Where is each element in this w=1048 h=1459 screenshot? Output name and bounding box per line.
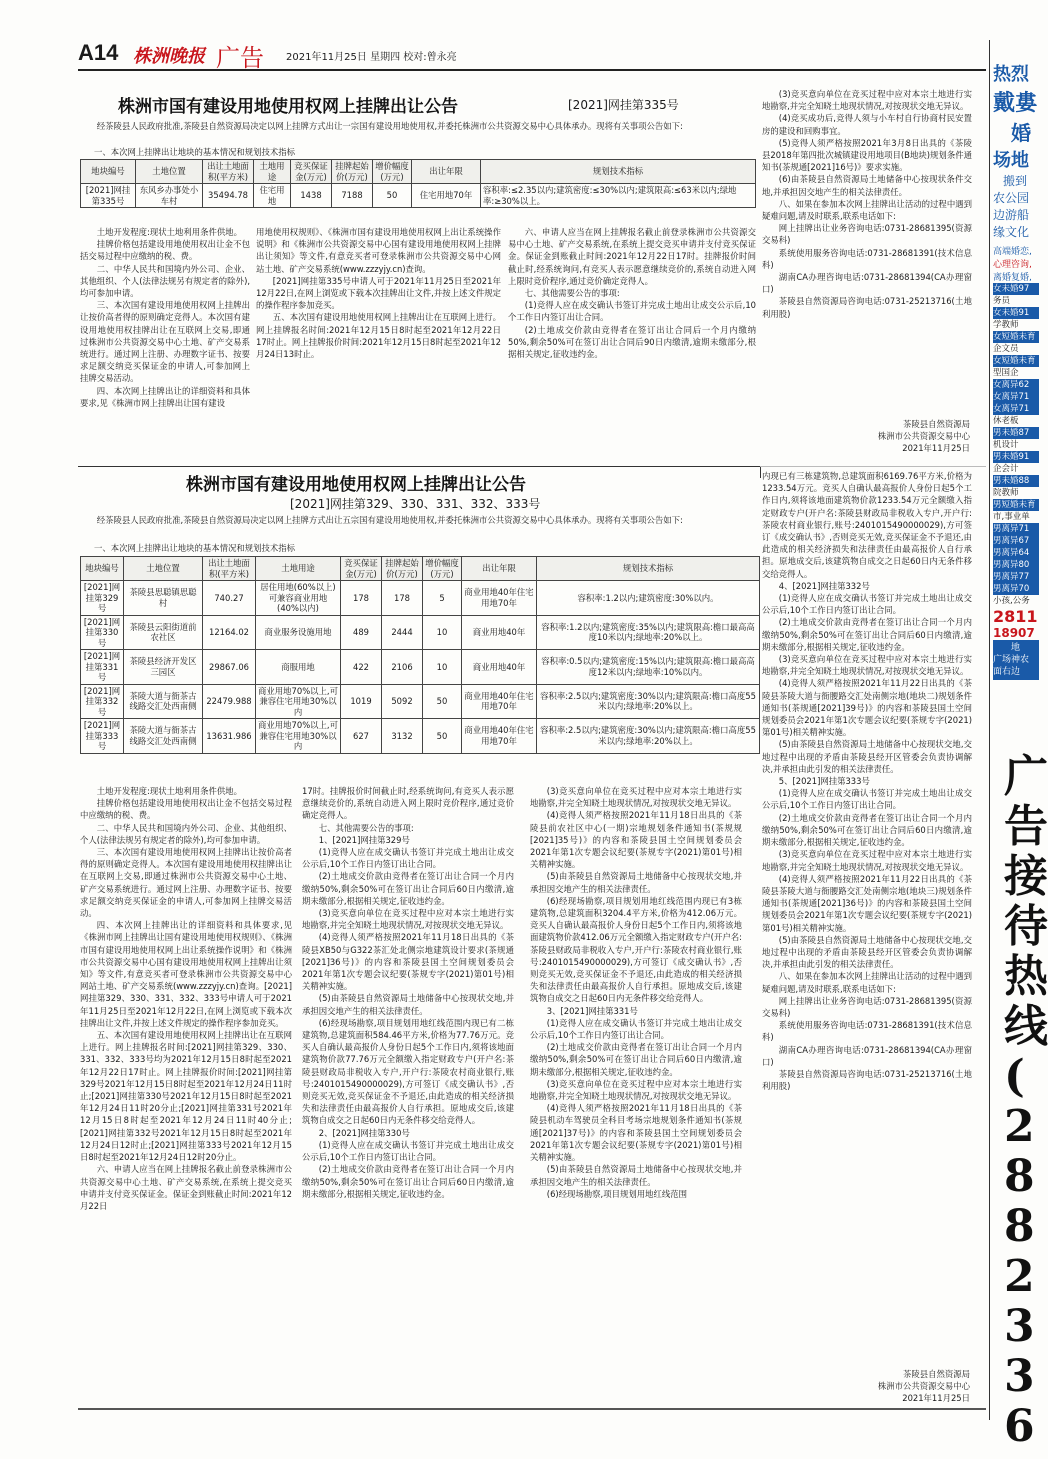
- table-cell: 2444: [382, 615, 423, 650]
- col-header: 出让年限: [412, 160, 481, 184]
- hotline-char: 告: [1004, 801, 1048, 852]
- section-name: 广告: [216, 44, 264, 72]
- notice1-col4: [762, 88, 972, 418]
- list-item: 男离异70: [993, 583, 1039, 595]
- table-cell: 商业用地40年: [462, 615, 537, 650]
- table-cell: 商业用地70%以上,可兼容住宅用地30%以内: [256, 684, 341, 719]
- table-cell: 12164.02: [203, 615, 256, 650]
- ad-phone: 2811: [993, 607, 1038, 626]
- table-cell: 10: [423, 615, 462, 650]
- paragraph: (5)由茶陵县自然资源局土地储备中心按现状交地,并承担因交地产生的相关法律责任。: [302, 993, 514, 1016]
- table-cell: 489: [341, 615, 382, 650]
- table-cell: 容积率:1.2以内;建筑密度:35%以内;建筑限高:檐口最高高度10米以内;绿地率:20%以上。: [537, 615, 760, 650]
- col-header: 规划技术指标: [537, 557, 760, 581]
- col-header: 土地位置: [136, 160, 203, 184]
- paragraph: (4)竞得人须严格按照2021年11月22日出具的《茶陵县茶陵大道与衙腰路交汇处南侧宗地(地块三)规划条件通知书(茶规通[2021]36号)》的内容和茶陵县国土空间规划委员会2021年第1次专题会议纪要(茶规专字(2021)第01号)相关精神实施。: [762, 873, 972, 933]
- paragraph: 七、其他需要公告的事项:: [524, 288, 620, 299]
- paragraph: 4、[2021]网挂第332号: [778, 580, 870, 591]
- paragraph: (4)竞得人须严格按照2021年11月18日出具的《茶陵县机动车驾驶员全科目考场宗地规划条件通知书(茶规通[2021]37号)》的内容和茶陵县国土空间规划委员会2021年第1次专题会议纪要(茶规专字(2021)第01号)相关精神实施。: [530, 1103, 742, 1163]
- table-cell: 3132: [382, 719, 423, 754]
- ad-address-line: 面右边: [993, 667, 1021, 677]
- list-item: 男未婚91: [993, 451, 1039, 463]
- list-item: 男离异71: [993, 523, 1039, 535]
- paragraph: 挂牌价格包括建设用地使用权出让金不包括交易过程中应缴纳的税、费。: [80, 239, 250, 262]
- notice2-col3: [530, 785, 742, 1403]
- table-cell: [2021]网挂第330号: [81, 615, 124, 650]
- ad-small: 心理咨询,: [993, 260, 1032, 270]
- hotline-char: 待: [1004, 901, 1048, 952]
- paragraph: 2、[2021]网挂第330号: [318, 1127, 410, 1138]
- list-item: 女未婚91: [993, 307, 1039, 319]
- sign-line: 株洲市公共资源交易中心: [877, 1381, 970, 1392]
- paragraph: (4)竞得人须严格按照2021年11月18日出具的《茶陵县前农社区中心(一期)宗地规划条件通知书(茶规规[2021]35号)》的内容和茶陵县国土空间规划委员会2021年第1次专题会议纪要(茶规专字(2021)第01号)相关精神实施。: [530, 810, 742, 870]
- table-cell: 178: [382, 581, 423, 616]
- hotline-char: 8: [1004, 1151, 1035, 1202]
- notice1-col2: [256, 226, 501, 466]
- sign-line: 2021年11月25日: [902, 443, 970, 454]
- paragraph: (4)竞得人须严格按照2021年11月18日出具的《茶陵县XB50与G322茶汇处北侧宗地建筑设计要求(茶规通[2021]36号)》的内容和茶陵县国土空间规划委员会2021年第1次专题会议纪要(茶规专字(2021)第01号)相关精神实施。: [302, 932, 514, 992]
- notice1-intro: 经茶陵县人民政府批准,茶陵县自然资源局决定以网上挂牌方式出让一宗国有建设用地使用权,并委托株洲市公共资源交易中心具体承办。现将有关事项公告如下:: [96, 121, 683, 131]
- page-header: [78, 38, 986, 72]
- table-cell: 2106: [382, 650, 423, 685]
- table-header-row: [81, 160, 756, 184]
- paragraph: 内现已有三栋建筑物,总建筑面积6169.76平方米,价格为1233.54万元。竞买人自确认最高报价人身份日起5个工作日内,须将该地面建筑物价款1233.54万元全额缴入指定财政专户(开户名:茶陵县财政局非税收入专户,开户行:茶陵农村商业银行,账号:2401015490000029),方可签订《成交确认书》,否则竞买无效,竞买保证金不予退还,由此造成的相关经济损失和法律责任由最高报价人自行承担。原地成交后,该建筑物自成交之日起60日内无条件移交给竞得人。: [762, 471, 972, 579]
- table-cell: 商业服务设施用地: [256, 615, 341, 650]
- paragraph: (3)竞买意向单位在竞买过程中应对本宗土地进行实地勘察,并完全知晓土地现状情况,对按现状交地无异议。: [762, 849, 972, 872]
- list-item: 学教师: [993, 320, 1019, 330]
- col-header: 出让土地面积(平方米): [203, 160, 254, 184]
- paragraph: (3)竞买意向单位在竞买过程中应对本宗土地进行实地勘察,并完全知晓土地现状情况,对按现状交地无异议。: [762, 89, 972, 112]
- col-header: 增价幅度(万元): [373, 160, 412, 184]
- notice2-col1: [80, 785, 292, 1403]
- paragraph: 茶陵县自然资源局咨询电话:0731-25213716(土地利用股): [762, 1068, 972, 1092]
- col-header: 增价幅度(万元): [423, 557, 462, 581]
- table-cell: 7188: [332, 184, 373, 208]
- paragraph: 三、本次国有建设用地使用权网上挂牌出让按价高者得的原则确定竞得人。本次国有建设用地使用权挂牌出让在互联网上交易,即通过株洲市公共资源交易中心土地、矿产交易系统进行。通过网上注册、办理数字证书、按要求足额交纳竞买保证金的申请人,可参加网上挂牌交易活动。: [80, 300, 250, 384]
- sign-line: 2021年11月25日: [902, 1393, 970, 1404]
- table-cell: 商业用地40年: [462, 650, 537, 685]
- ad-address-line: 地: [1011, 643, 1021, 653]
- ad-sub: 缘文化: [993, 225, 1030, 239]
- list-item: 男离异67: [993, 535, 1039, 547]
- ad-list: [993, 283, 1039, 607]
- paragraph: 土地开发程度:现状土地利用条件供地。: [96, 227, 242, 237]
- paragraph: 3、[2021]网挂第331号: [546, 1005, 638, 1016]
- table-cell: 住宅用地70年: [412, 184, 481, 208]
- notice1-table: [80, 159, 756, 208]
- table-cell: 商业用地40年住宅用地70年: [462, 684, 537, 719]
- paragraph: 八、如果在参加本次网上挂牌出让活动的过程中遇到疑难问题,请及时联系,联系电话如下:: [762, 198, 972, 222]
- table-cell: 50: [373, 184, 412, 208]
- table-cell: 22479.988: [203, 684, 256, 719]
- sidebar-hotline-ad: [1004, 751, 1048, 1452]
- list-item: 男短婚未育: [993, 499, 1039, 511]
- paragraph: (5)由茶陵县自然资源局土地储备中心按现状交地,交地过程中出现的矛盾由茶陵县经开区管委会负责协调解决,并承担由此引发的相关法律责任。: [762, 739, 972, 774]
- hotline-char: 2: [1004, 1101, 1035, 1152]
- sign-line: 株洲市公共资源交易中心: [877, 431, 970, 442]
- paragraph: 土地开发程度:现状土地利用条件供地。: [96, 786, 242, 796]
- ad-address: [993, 640, 1039, 680]
- paragraph: (5)由茶陵县自然资源局土地储备中心按现状交地,并承担因交地产生的相关法律责任。: [530, 871, 742, 894]
- list-item: 企文员: [993, 344, 1019, 354]
- paragraph: (5)竞得人须严格按照2021年3月8日出具的《茶陵县2018年第四批次城镇建设用地项目(B地块)规划条件通知书(茶规通[2021]16号)》要求实施。: [762, 137, 972, 173]
- ad-small: 高端婚恋,: [993, 247, 1032, 257]
- paragraph: (5)由茶陵县自然资源局土地储备中心按现状交地,并承担因交地产生的相关法律责任。: [530, 1164, 742, 1187]
- paragraph: 三、本次国有建设用地使用权网上挂牌出让按价高者得的原则确定竞得人。本次国有建设用地使用权挂牌出让在互联网上交易,即通过株洲市公共资源交易中心土地、矿产交易系统进行。通过网上注册、办理数字证书、按要求足额交纳竞买保证金的申请人,可参加网上挂牌交易活动。: [80, 847, 292, 919]
- paragraph: 六、申请人应当在网上挂牌报名截止前登录株洲市公共资源交易中心土地、矿产交易系统,在系统上提交竞买申请并支付竞买保证金。保证金到账截止时间:2021年12月22日: [80, 1164, 292, 1211]
- notice2-title: 株洲市国有建设用地使用权网上挂牌出让公告: [186, 475, 526, 495]
- ad-headline: 热烈: [993, 64, 1029, 85]
- table-cell: 容积率:2.5以内;建筑密度:30%以内;建筑限高:檐口高度55米以内;绿地率:20%以上。: [537, 719, 760, 754]
- table-cell: 茶陵县经济开发区三园区: [124, 650, 203, 685]
- sidebar-divider: [989, 40, 990, 1420]
- list-item: 院教师: [993, 488, 1019, 498]
- list-item: 男离异77: [993, 571, 1039, 583]
- paragraph: (1)竞得人应在成交确认书签订并完成土地出让成交公示后,10个工作日内签订出让合同。: [530, 1017, 742, 1041]
- list-item: 女短婚未育: [993, 331, 1039, 343]
- sidebar-ad: [993, 60, 1039, 740]
- paragraph: (4)竞得人须严格按照2021年11月22日出具的《茶陵县茶陵大道与衙腰路交汇处南侧宗地(地块二)规划条件通知书(茶规通[2021]39号)》的内容和茶陵县国土空间规划委员会2021年第1次专题会议纪要(茶规专字(2021)第01号)相关精神实施。: [762, 678, 972, 738]
- hotline-char: (: [1004, 1051, 1025, 1102]
- table-cell: 住宅用地: [254, 184, 291, 208]
- paragraph: (2)土地成交价款由竞得者在签订出让合同一个月内缴纳50%,剩余50%可在签订出让合同后60日内缴清,逾期未缴部分,根据相关规定,征收违约金。: [530, 1042, 742, 1077]
- notice-divider: [78, 466, 762, 467]
- notice-divider-v: [760, 466, 761, 478]
- notice1-number: [2021]网挂第335号: [568, 98, 679, 112]
- paper-logo: 株洲晚报: [133, 46, 205, 67]
- table-cell: 茶陵大道与衙茶古线路交汇处西南侧: [124, 684, 203, 719]
- ad-address-line: 广场神农: [993, 655, 1030, 665]
- paragraph: (3)竞买意向单位在竞买过程中应对本宗土地进行实地勘察,并完全知晓土地现状情况,对按现状交地无异议。: [530, 1078, 742, 1102]
- ad-sub: 搬到: [1003, 174, 1028, 188]
- sign-line: 茶陵县自然资源局: [903, 1369, 970, 1379]
- paragraph: [2021]网挂第335号申请人可于2021年11月25日至2021年12月22日,在网上浏览或下载本次挂牌出让文件,并按上述文件规定的操作程序参加竞买。: [256, 275, 501, 311]
- paragraph: (6)经现场勘察,项目规划用地红线范围内现已有3栋建筑物,总建筑面积3204.4平方米,价格为412.06万元。竞买人自确认最高报价人身份日起5个工作日内,须将该地面建筑物价款412.06万元全额缴入指定财政专户(开户名:茶陵县财政局非税收入专户,开户行:茶陵农村商业银行,账号:2401015490000029),方可签订《成交确认书》,否则竞买无效,竞买保证金不予退还,由此造成的相关经济损失和法律责任由最高报价人自行承担。原地成交后,该建筑物自成交之日起60日内无条件移交给竞得人。: [530, 895, 742, 1004]
- table-cell: 商业用地40年住宅用地70年: [462, 581, 537, 616]
- notice1-col3: [508, 226, 756, 466]
- paragraph: 1、[2021]网挂第329号: [318, 834, 410, 845]
- paragraph: (2)土地成交价款由竞得者在签订出让合同一个月内缴纳50%,剩余50%可在签订出让合同后60日内缴清,逾期未缴部分,根据相关规定,征收违约金。: [762, 617, 972, 652]
- hotline-char: 热: [1004, 951, 1048, 1002]
- paragraph: 17时。挂牌报价时间截止时,经系统询问,有竞买人表示愿意继续竞价的,系统自动进入网上限时竞价程序,通过竞价确定竞得人。: [302, 786, 514, 821]
- table-cell: 1438: [291, 184, 332, 208]
- notice2-intro: 经茶陵县人民政府批准,茶陵县自然资源局决定以网上挂牌方式出让五宗国有建设用地使用权,并委托株洲市公共资源交易中心具体承办。现将有关事项公告如下:: [96, 515, 683, 525]
- table-cell: 商业用地70%以上,可兼容住宅用地30%以内: [256, 719, 341, 754]
- ad-headline: 场地: [993, 150, 1029, 171]
- list-item: 女离异62: [993, 379, 1039, 391]
- list-item: 休老板: [993, 416, 1019, 426]
- table-cell: 容积率:2.5以内;建筑密度:30%以内;建筑限高:檐口高度55米以内;绿地率:20%以上。: [537, 684, 760, 719]
- paragraph: 系统使用服务咨询电话:0731-28681391(技术信息科): [762, 247, 972, 270]
- paragraph: 茶陵县自然资源局咨询电话:0731-25213716(土地利用股): [762, 296, 972, 319]
- table-row: [81, 184, 756, 208]
- notice2-col4: [762, 470, 972, 1368]
- col-header: 挂牌起始价(万元): [382, 557, 423, 581]
- col-header: 竞买保证金(万元): [341, 557, 382, 581]
- hotline-char: 2: [1004, 1251, 1035, 1302]
- table-cell: 35494.78: [203, 184, 254, 208]
- ad-phone: 18907: [993, 626, 1035, 640]
- paragraph: 挂牌价格包括建设用地使用权出让金不包括交易过程中应缴纳的税、费。: [80, 798, 292, 821]
- hotline-char: 广: [1004, 751, 1048, 802]
- hotline-char: 6: [1004, 1401, 1035, 1452]
- table-cell: 茶陵县思聪镇思聪村: [124, 581, 203, 616]
- col-header: 土地用途: [254, 160, 291, 184]
- ad-sub: 农公园: [993, 191, 1030, 205]
- hotline-char: 线: [1004, 1001, 1048, 1052]
- notice1-section1: 一、本次网上挂牌出让地块的基本情况和规划技术指标: [94, 147, 295, 157]
- table-cell: 茶陵县云阳街道前农社区: [124, 615, 203, 650]
- table-cell: 13631.986: [203, 719, 256, 754]
- ad-headline: 婚: [1011, 121, 1031, 145]
- paragraph: 二、中华人民共和国境内外公司、企业、其他组织、个人(法律法规另有规定者的除外),均可参加申请。: [80, 263, 250, 299]
- paragraph: (1)竞得人应在成交确认书签订并完成土地出让成交公示后,10个工作日内签订出让合同。: [302, 847, 514, 870]
- table-row: [81, 719, 760, 754]
- paragraph: 八、如果在参加本次网上挂牌出让活动的过程中遇到疑难问题,请及时联系,联系电话如下:: [762, 971, 972, 994]
- table-cell: 10: [423, 650, 462, 685]
- paragraph: (2)土地成交价款由竞得者在签订出让合同后一个月内缴纳50%,剩余50%可在签订出让合同后90日内缴清,逾期未缴部分,根据相关规定,征收违约金。: [508, 324, 756, 360]
- table-cell: 5092: [382, 684, 423, 719]
- paragraph: 五、本次国有建设用地使用权网上挂牌出让在互联网上进行。网上挂牌报名时间:2021年12月15日8时起至2021年12月22日17时止。网上挂牌报价时间:2021年12月15日8时起至2021年12月24日13时止。: [256, 312, 501, 360]
- notice1-signature: [790, 418, 970, 455]
- sign-line: 茶陵县自然资源局: [903, 419, 970, 429]
- list-item: 务员: [993, 296, 1011, 306]
- paragraph: (1)竞得人应在成交确认书签订并完成土地出让成交公示后,10个工作日内签订出让合同。: [508, 300, 756, 323]
- table-row: [81, 615, 760, 650]
- paragraph: (2)土地成交价款由竞得者在签订出让合同一个月内缴纳50%,剩余50%可在签订出让合同后60日内缴清,逾期未缴部分,根据相关规定,征收违约金。: [302, 1164, 514, 1199]
- paragraph: 四、本次网上挂牌出让的详细资料和具体要求,见《株洲市网上挂牌出让国有建设: [80, 385, 250, 408]
- table-cell: [2021]网挂第331号: [81, 650, 124, 685]
- table-cell: 627: [341, 719, 382, 754]
- col-header: 挂牌起始价(万元): [332, 160, 373, 184]
- paragraph: (2)土地成交价款由竞得者在签订出让合同一个月内缴纳50%,剩余50%可在签订出让合同后60日内缴清,逾期未缴部分,根据相关规定,征收违约金。: [302, 871, 514, 906]
- hotline-char: 接: [1004, 851, 1048, 902]
- paragraph: 系统使用服务咨询电话:0731-28681391(技术信息科): [762, 1020, 972, 1043]
- ad-small: 离婚复婚,: [993, 273, 1032, 283]
- table-row: [81, 581, 760, 616]
- list-item: 女未婚97: [993, 283, 1039, 295]
- paragraph: (1)竞得人应在成交确认书签订并完成土地出让成交公示后,10个工作日内签订出让合同。: [302, 1139, 514, 1163]
- paragraph: 湖南CA办理咨询电话:0731-28681394(CA办理窗口): [762, 272, 972, 295]
- paragraph: 四、本次网上挂牌出让的详细资料和具体要求,见《株洲市网上挂牌出让国有建设用地使用权规则》、《株洲市国有建设用地使用权网上出让系统操作说明》和《株洲市公共资源交易中心国有建设用地使用权网上挂牌出让须知》等文件,有意竞买者可登录株洲市公共资源交易中心网站土地、矿产交易系统(www.zzzyjy.cn)查询。[2021]网挂第329、330、331、332、333号申请人可于2021年11月25日至2021年12月22日,在网上浏览或下载本次挂牌出让文件,并按上述文件规定的操作程序参加竞买。: [80, 920, 292, 1028]
- table-cell: 容积率:≤2.35以内;建筑密度:≤30%以内;建筑限高:≤63米以内;绿地率:≥30%以上。: [481, 184, 756, 208]
- notice2-number: [2021]网挂第329、330、331、332、333号: [290, 497, 541, 511]
- paragraph: (4)竞买成功后,竞得人须与小车村自行协商村民安置房的建设和回购事宜。: [762, 113, 972, 136]
- notice2-section1: 一、本次网上挂牌出让地块的基本情况和规划技术指标: [94, 543, 295, 553]
- list-item: 女离异71: [993, 391, 1039, 403]
- list-item: 型国企: [993, 368, 1019, 378]
- table-cell: 29867.06: [203, 650, 256, 685]
- date-line: 2021年11月25日 星期四 校对:曾永亮: [286, 52, 457, 63]
- header-rule: [78, 69, 986, 71]
- table-cell: [2021]网挂第329号: [81, 581, 124, 616]
- paragraph: (6)经现场勘察,项目规划用地红线范围: [546, 1188, 687, 1199]
- page-number: A14: [78, 40, 119, 65]
- table-header-row: [81, 557, 760, 581]
- hotline-char: 3: [1004, 1301, 1035, 1352]
- paragraph: (3)竞买意向单位在竞买过程中应对本宗土地进行实地勘察,并完全知晓土地现状情况,对按现状交地无异议。: [530, 786, 742, 809]
- paragraph: 五、本次国有建设用地使用权网上挂牌出让在互联网上进行。网上挂牌报名时间:[2021]网挂第329、330、331、332、333号均为2021年12月15日8时起至2021年12月22日17时止。网上挂牌报价时间:[2021]网挂第329号2021年12月15日8时起至2021年12月24日11时止;[2021]网挂第330号2021年12月15日8时起至2021年12月24日11时20分止;[2021]网挂第331号2021年12月15日8时起至2021年12月24日11时40分止;[2021]网挂第332号2021年12月15日8时起至2021年12月24日12时止;[2021]网挂第333号2021年12月15日8时起至2021年12月24日12时20分止。: [80, 1030, 292, 1163]
- list-item: 企会计: [993, 464, 1019, 474]
- paragraph: (3)竞买意向单位在竞买过程中应对本宗土地进行实地勘察,并完全知晓土地现状情况,对按现状交地无异议。: [302, 908, 514, 931]
- paragraph: (1)竞得人应在成交确认书签订并完成土地出让成交公示后,10个工作日内签订出让合同。: [762, 593, 972, 616]
- paragraph: 七、其他需要公告的事项:: [318, 822, 414, 833]
- list-item: 女离异71: [993, 403, 1039, 415]
- paragraph: (6)经现场勘察,项目规划用地红线范围内现已有二栋建筑物,总建筑面积584.46平方米,价格为77.76万元。竞买人自确认最高报价人身份日起5个工作日内,须将该地面建筑物价款77.76万元全额缴入指定财政专户(开户名:茶陵县财政局非税收入专户,开户行:茶陵农村商业银行,账号:2401015490000029),方可签订《成交确认书》,否则竞买无效,竞买保证金不予退还,由此造成的相关经济损失和法律责任由最高报价人自行承担。原地成交后,该建筑物自成交之日起60日内无条件移交给竞得人。: [302, 1017, 514, 1126]
- list-item: 男未婚87: [993, 427, 1039, 439]
- table-cell: 商服用地: [256, 650, 341, 685]
- table-cell: 商业用地40年住宅用地70年: [462, 719, 537, 754]
- paragraph: (2)土地成交价款由竞得者在签订出让合同一个月内缴纳50%,剩余50%可在签订出让合同后60日内缴清,逾期未缴部分,根据相关规定,征收违约金。: [762, 812, 972, 848]
- table-cell: 50: [423, 684, 462, 719]
- notice1-title: 株洲市国有建设用地使用权网上挂牌出让公告: [118, 97, 458, 117]
- col-header: 土地位置: [124, 557, 203, 581]
- paragraph: 5、[2021]网挂第333号: [778, 776, 870, 787]
- col-header: 规划技术指标: [481, 160, 756, 184]
- notice2-table: [80, 556, 760, 754]
- list-item: 市,事业单: [993, 512, 1030, 522]
- list-item: 女短婚未育: [993, 355, 1039, 367]
- table-cell: [2021]网挂第332号: [81, 684, 124, 719]
- list-item: 男离异80: [993, 559, 1039, 571]
- col-header: 土地用途: [256, 557, 341, 581]
- table-cell: 422: [341, 650, 382, 685]
- list-item: 男离异64: [993, 547, 1039, 559]
- list-item: 男未婚88: [993, 475, 1039, 487]
- notice1-col1: [80, 226, 250, 466]
- paragraph: 二、中华人民共和国境内外公司、企业、其他组织、个人(法律法规另有规定者的除外),均可参加申请。: [80, 822, 292, 845]
- table-cell: 东风乡办事处小车村: [136, 184, 203, 208]
- table-cell: 1019: [341, 684, 382, 719]
- footer-rule: [78, 1408, 986, 1410]
- table-cell: 5: [423, 581, 462, 616]
- ad-headline: 戴婁: [993, 91, 1038, 116]
- table-cell: [2021]网挂第335号: [81, 184, 136, 208]
- table-cell: 容积率:1.2以内;建筑密度:30%以内。: [537, 581, 760, 616]
- notice-divider-right: [760, 466, 986, 467]
- table-cell: 50: [423, 719, 462, 754]
- table-cell: 容积率:0.5以内;建筑密度:15%以内;建筑限高:檐口最高高度12米以内;绿地率:10%以内。: [537, 650, 760, 685]
- paragraph: (3)竞买意向单位在竞买过程中应对本宗土地进行实地勘察,并完全知晓土地现状情况,对按现状交地无异议。: [762, 654, 972, 677]
- table-row: [81, 684, 760, 719]
- paragraph: 网上挂牌出让业务咨询电话:0731-28681395(资源交易科): [762, 223, 972, 246]
- paragraph: 六、申请人应当在网上挂牌报名截止前登录株洲市公共资源交易中心土地、矿产交易系统,在系统上提交竞买申请并支付竞买保证金。保证金到账截止时间:2021年12月22日17时。挂牌报价时间截止时,经系统询问,有竞买人表示愿意继续竞价的,系统自动进入网上限时竞价程序,通过竞价确定竞得人。: [508, 227, 756, 286]
- table-cell: 178: [341, 581, 382, 616]
- ad-sub: 边游船: [993, 208, 1030, 222]
- paragraph: 用地使用权规则》、《株洲市国有建设用地使用权网上出让系统操作说明》和《株洲市公共资源交易中心国有建设用地使用权网上挂牌出让须知》等文件,有意竞买者可登录株洲市公共资源交易中心网站土地、矿产交易系统(www.zzzyjy.cn)查询。: [256, 227, 501, 274]
- col-header: 地块编号: [81, 160, 136, 184]
- hotline-char: 3: [1004, 1351, 1035, 1402]
- table-cell: 居住用地(60%以上)可兼容商业用地(40%以内): [256, 581, 341, 616]
- paragraph: (5)由茶陵县自然资源局土地储备中心按现状交地,交地过程中出现的矛盾由茶陵县经开区管委会负责协调解决,并承担由此引发的相关法律责任。: [762, 934, 972, 970]
- list-item: 机设计: [993, 440, 1019, 450]
- paragraph: (1)竞得人应在成交确认书签订并完成土地出让成交公示后,10个工作日内签订出让合同。: [762, 788, 972, 811]
- table-cell: 茶陵大道与衙茶古线路交汇处西南侧: [124, 719, 203, 754]
- table-cell: 740.27: [203, 581, 256, 616]
- col-header: 出让土地面积(平方米): [203, 557, 256, 581]
- col-header: 地块编号: [81, 557, 124, 581]
- table-row: [81, 650, 760, 685]
- paragraph: 湖南CA办理咨询电话:0731-28681394(CA办理窗口): [762, 1044, 972, 1067]
- paragraph: 网上挂牌出让业务咨询电话:0731-28681395(资源交易科): [762, 995, 972, 1018]
- notice2-col2: [302, 785, 514, 1403]
- col-header: 竞买保证金(万元): [291, 160, 332, 184]
- hotline-char: 8: [1004, 1201, 1035, 1252]
- list-item: 小孩,公务: [993, 596, 1030, 606]
- col-header: 出让年限: [462, 557, 537, 581]
- paragraph: (6)由茶陵县自然资源局土地储备中心按现状条件交地,并承担因交地产生的相关法律责任。: [762, 174, 972, 197]
- notice2-signature: [790, 1368, 970, 1405]
- table-cell: [2021]网挂第333号: [81, 719, 124, 754]
